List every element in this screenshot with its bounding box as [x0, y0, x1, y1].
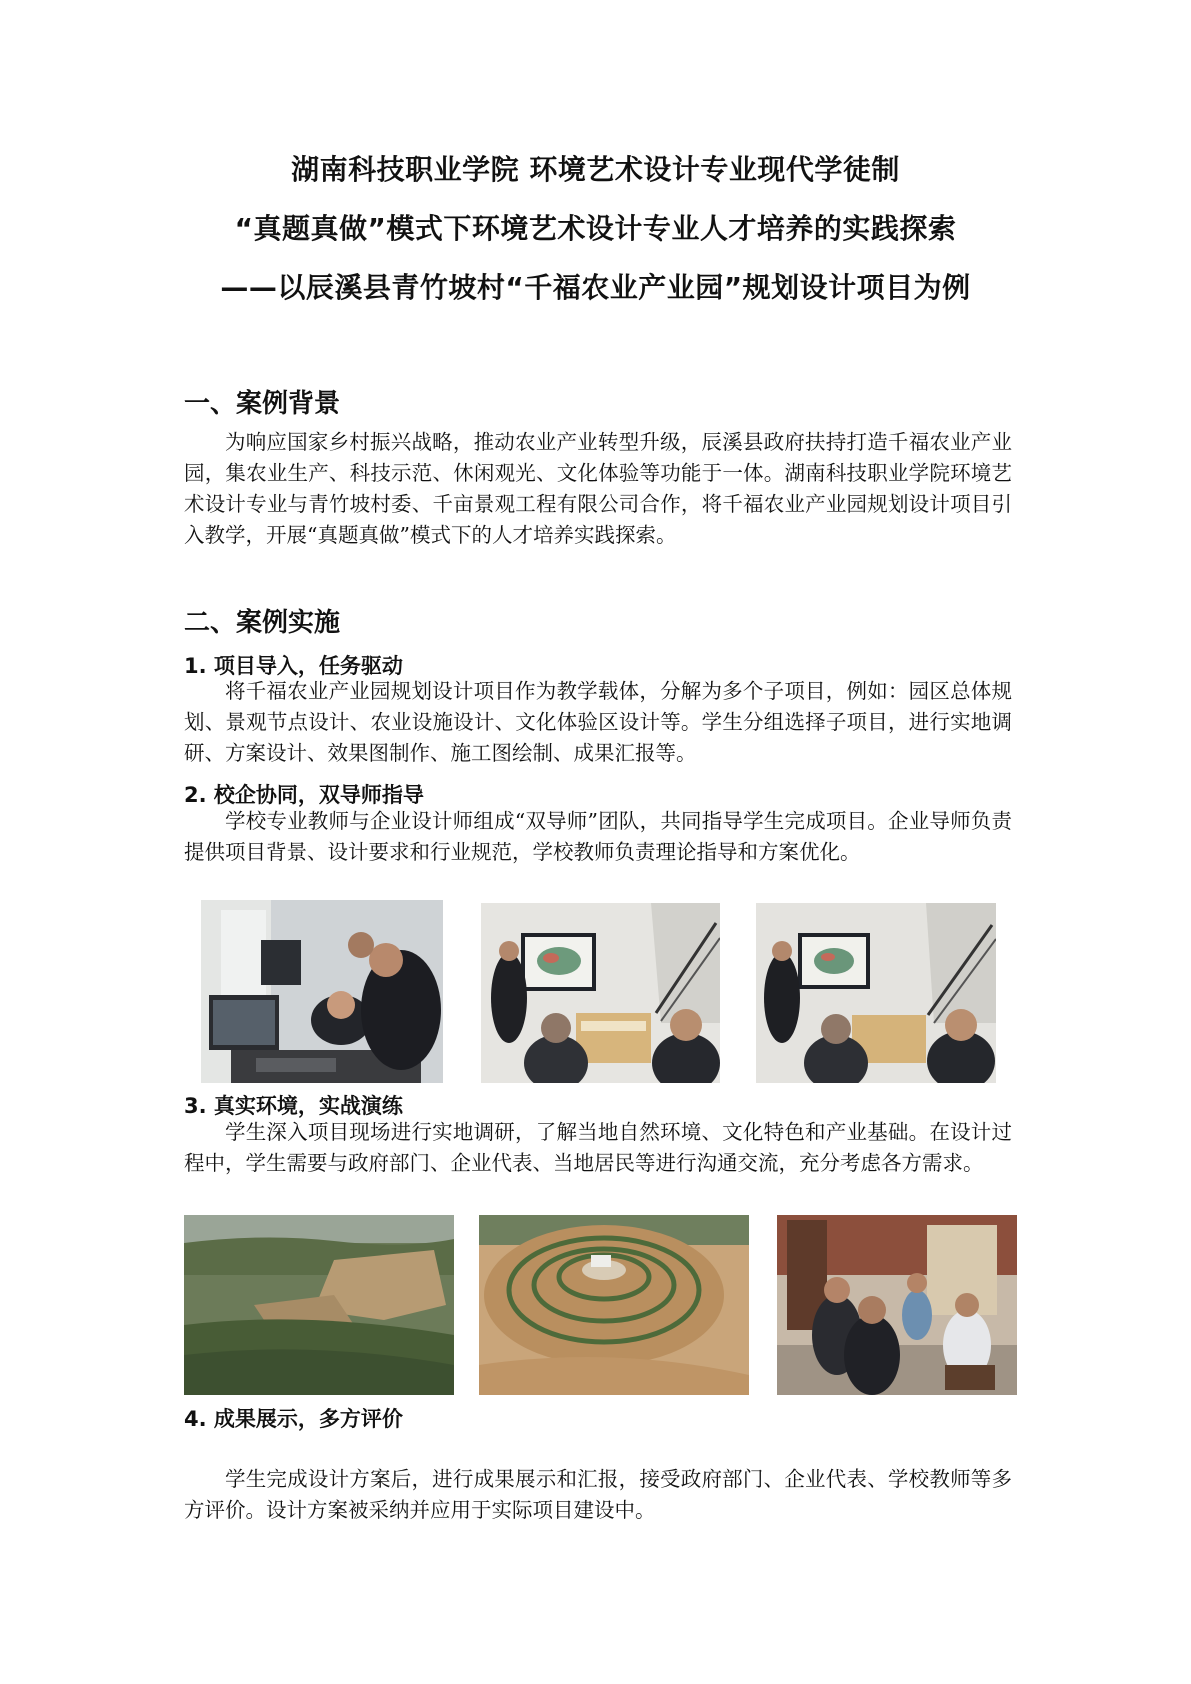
subsection-2-paragraph: 学校专业教师与企业设计师组成“双导师”团队，共同指导学生完成项目。企业导师负责提供项目背景、设计要求和行业规范，学校教师负责理论指导和方案优化。 — [184, 809, 1012, 864]
subsection-2-heading: 2. 校企协同，双导师指导 — [184, 783, 424, 807]
subsection-1-paragraph: 将千福农业产业园规划设计项目作为教学载体，分解为多个子项目，例如：园区总体规划、景观节点设计、农业设施设计、文化体验区设计等。学生分组选择子项目，进行实地调研、方案设计、效果图制作、施工图绘制、成果汇报等。 — [184, 679, 1012, 765]
photo-students-at-computer — [201, 900, 443, 1083]
photo-design-presentation — [481, 903, 720, 1083]
photo-aerial-hillside — [184, 1215, 454, 1395]
photo-design-discussion — [756, 903, 996, 1083]
subsection-3-paragraph: 学生深入项目现场进行实地调研，了解当地自然环境、文化特色和产业基础。在设计过程中，学生需要与政府部门、企业代表、当地居民等进行沟通交流，充分考虑各方需求。 — [184, 1120, 1012, 1175]
title-line-2: “真题真做”模式下环境艺术设计专业人才培养的实践探索 — [234, 212, 957, 245]
title-line-1: 湖南科技职业学院 环境艺术设计专业现代学徒制 — [291, 153, 900, 186]
photo-terraced-hill — [479, 1215, 749, 1395]
title-line-3: ——以辰溪县青竹坡村“千福农业产业园”规划设计项目为例 — [220, 271, 971, 304]
subsection-4-paragraph: 学生完成设计方案后，进行成果展示和汇报，接受政府部门、企业代表、学校教师等多方评价。设计方案被采纳并应用于实际项目建设中。 — [184, 1467, 1012, 1522]
subsection-4-heading: 4. 成果展示，多方评价 — [184, 1407, 403, 1431]
photo-village-interview — [777, 1215, 1017, 1395]
section-1-heading: 一、案例背景 — [184, 389, 341, 419]
subsection-3-heading: 3. 真实环境，实战演练 — [184, 1094, 403, 1118]
subsection-1-heading: 1. 项目导入，任务驱动 — [184, 654, 403, 678]
section-2-heading: 二、案例实施 — [184, 608, 341, 638]
section-1-paragraph: 为响应国家乡村振兴战略，推动农业产业转型升级，辰溪县政府扶持打造千福农业产业园，集农业生产、科技示范、休闲观光、文化体验等功能于一体。湖南科技职业学院环境艺术设计专业与青竹坡村委、千亩景观工程有限公司合作，将千福农业产业园规划设计项目引入教学，开展“真题真做”模式下的人才培养实践探索。 — [184, 430, 1012, 547]
